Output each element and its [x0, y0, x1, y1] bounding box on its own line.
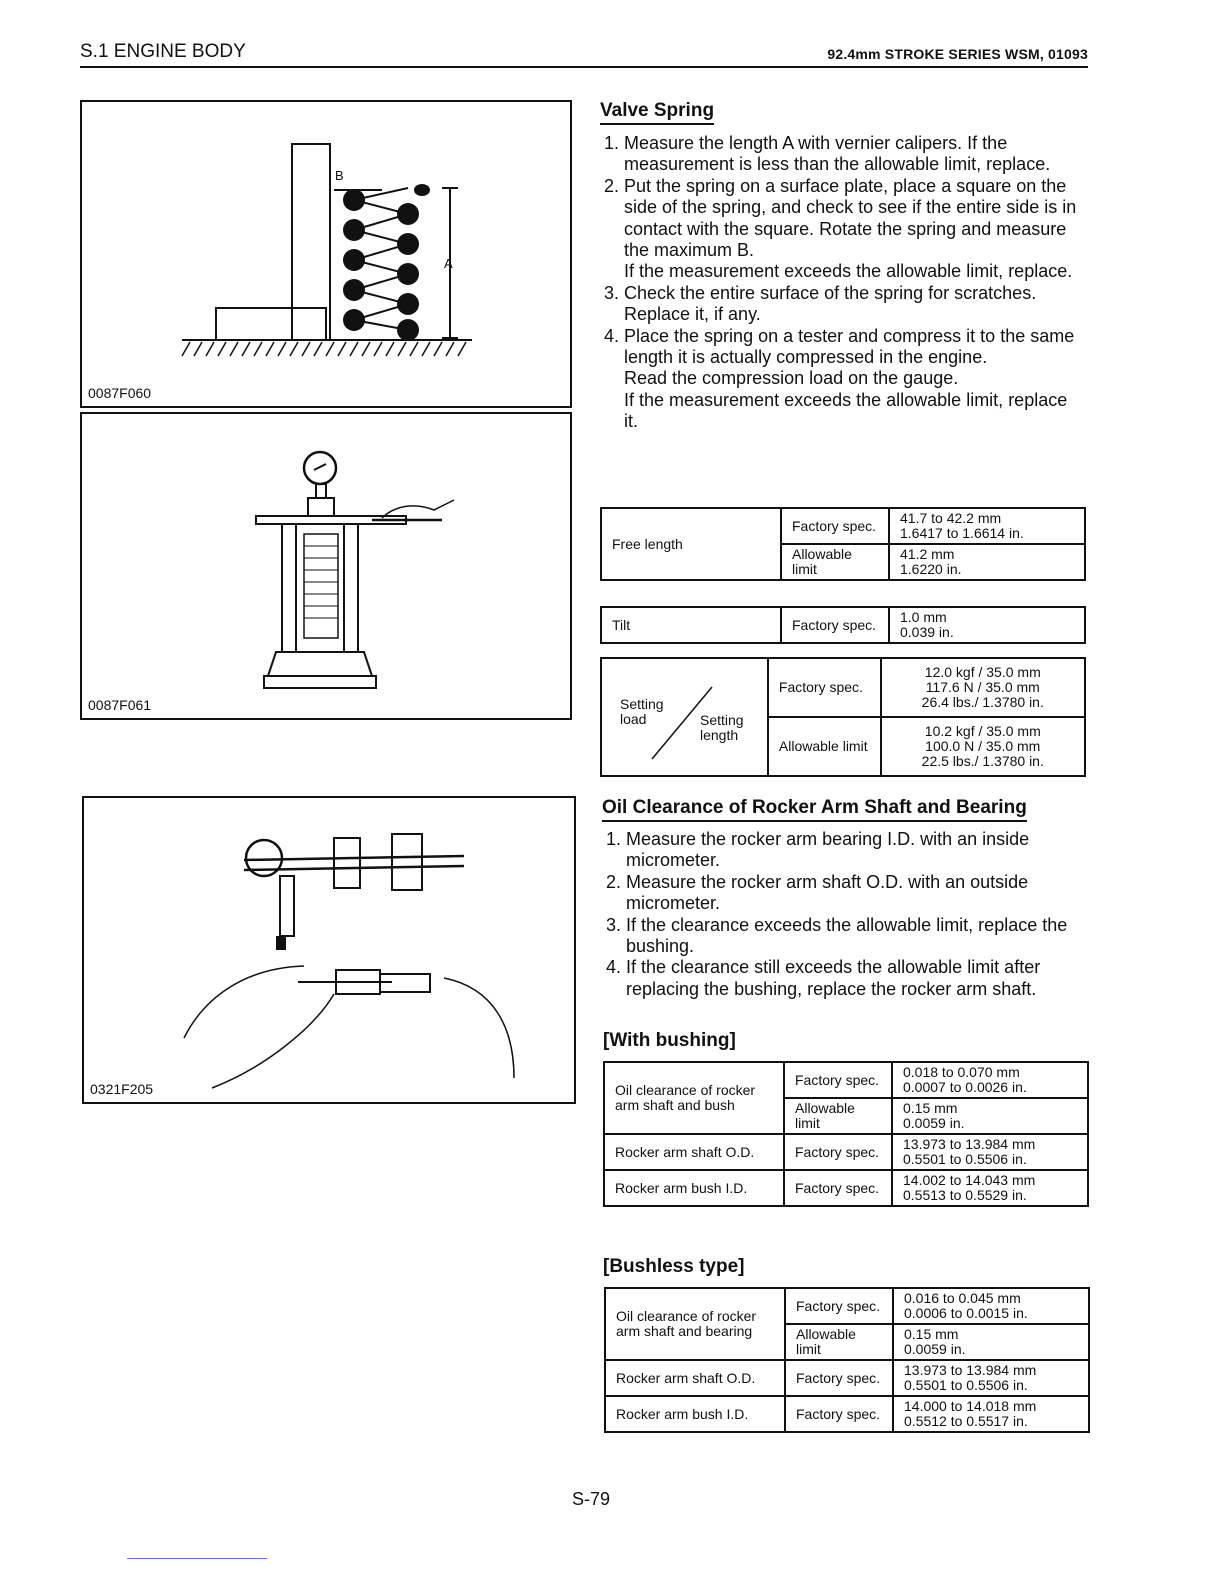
- wb-oil-factory-val: 0.018 to 0.070 mm 0.0007 to 0.0026 in.: [892, 1062, 1088, 1098]
- valve-spring-step-3: 3. Check the entire surface of the spring for scratches. Replace it, if any.: [624, 283, 1084, 326]
- page-number: S-79: [572, 1489, 611, 1509]
- bl-oil-factory-val: 0.016 to 0.045 mm 0.0006 to 0.0015 in.: [893, 1288, 1089, 1324]
- bl-shaft-cat: Factory spec.: [785, 1360, 893, 1396]
- figure-id: 0321F205: [90, 1081, 154, 1097]
- wb-oil-allow-cat: Allowable limit: [784, 1098, 892, 1134]
- figure-spring-tester: [80, 412, 572, 720]
- free-length-factory-val: 41.7 to 42.2 mm 1.6417 to 1.6614 in.: [889, 508, 1085, 544]
- valve-spring-step-1: 1. Measure the length A with vernier calipers. If the measurement is less than the allowable limit, replace.: [624, 133, 1084, 176]
- bl-oil-factory-cat: Factory spec.: [785, 1288, 893, 1324]
- rocker-title: Oil Clearance of Rocker Arm Shaft and Bearing: [602, 797, 1027, 822]
- bushless-title: [Bushless type]: [603, 1256, 745, 1277]
- wb-shaft-cat: Factory spec.: [784, 1134, 892, 1170]
- rocker-step-1: 1. Measure the rocker arm bearing I.D. with an inside micrometer.: [626, 829, 1084, 872]
- figure-id: 0087F060: [88, 385, 152, 401]
- wb-oil-factory-cat: Factory spec.: [784, 1062, 892, 1098]
- bushless-table: [604, 1287, 1090, 1433]
- bl-oil-label: Oil clearance of rocker arm shaft and bearing: [605, 1288, 785, 1360]
- with-bushing-title: [With bushing]: [603, 1030, 736, 1051]
- free-length-allow-cat: Allowable limit: [781, 544, 889, 580]
- series-title: 92.4mm STROKE SERIES WSM, 01093: [827, 46, 1088, 62]
- wb-bush-label: Rocker arm bush I.D.: [604, 1170, 784, 1206]
- footer-link-line: [127, 1558, 267, 1559]
- setting-load-label: Setting load: [620, 696, 664, 727]
- setting-allow-cat: Allowable limit: [768, 717, 881, 776]
- wb-bush-cat: Factory spec.: [784, 1170, 892, 1206]
- tilt-factory-val: 1.0 mm 0.039 in.: [889, 607, 1085, 643]
- label-b: B: [335, 168, 344, 183]
- free-length-factory-cat: Factory spec.: [781, 508, 889, 544]
- tilt-table: [600, 606, 1086, 644]
- rocker-step-4: 4. If the clearance still exceeds the allowable limit after replacing the bushing, replace the rocker arm shaft.: [626, 957, 1084, 1000]
- tilt-label: Tilt: [601, 607, 781, 643]
- label-a: A: [444, 256, 453, 271]
- header-rule: [80, 66, 1088, 68]
- wb-bush-val: 14.002 to 14.043 mm 0.5513 to 0.5529 in.: [892, 1170, 1088, 1206]
- micrometer-illustration: [84, 798, 574, 1102]
- setting-label-cell: [601, 658, 768, 776]
- setting-factory-val: 12.0 kgf / 35.0 mm 117.6 N / 35.0 mm 26.4 lbs./ 1.3780 in.: [881, 658, 1085, 717]
- setting-factory-cat: Factory spec.: [768, 658, 881, 717]
- wb-oil-label: Oil clearance of rocker arm shaft and bush: [604, 1062, 784, 1134]
- valve-spring-step-2-note: If the measurement exceeds the allowable limit, replace.: [624, 261, 1073, 282]
- figure-micrometer: [82, 796, 576, 1104]
- bl-bush-cat: Factory spec.: [785, 1396, 893, 1432]
- bl-bush-val: 14.000 to 14.018 mm 0.5512 to 0.5517 in.: [893, 1396, 1089, 1432]
- valve-spring-steps: [600, 133, 1084, 433]
- figure-id: 0087F061: [88, 697, 152, 713]
- wb-oil-allow-val: 0.15 mm 0.0059 in.: [892, 1098, 1088, 1134]
- tilt-factory-cat: Factory spec.: [781, 607, 889, 643]
- free-length-label: Free length: [601, 508, 781, 580]
- rocker-step-3: 3. If the clearance exceeds the allowable limit, replace the bushing.: [626, 915, 1084, 958]
- spring-square-illustration: [82, 102, 570, 406]
- valve-spring-title: Valve Spring: [600, 100, 714, 125]
- valve-spring-step-2: 2. Put the spring on a surface plate, place a square on the side of the spring, and check to see if the entire side is in contact with the square. Rotate the spring and measure the maximum B. If the measurement exceeds the allowable limit, replace.: [624, 176, 1084, 283]
- rocker-step-2: 2. Measure the rocker arm shaft O.D. with an outside micrometer.: [626, 872, 1084, 915]
- spring-tester-illustration: [82, 414, 570, 718]
- bl-oil-allow-val: 0.15 mm 0.0059 in.: [893, 1324, 1089, 1360]
- valve-spring-step-4-note-2: If the measurement exceeds the allowable limit, replace it.: [624, 389, 1068, 432]
- valve-spring-step-4: 4. Place the spring on a tester and compress it to the same length it is actually compressed in the engine. Read the compression load on the gauge. If the measurement exceeds the allowable limit, replace it.: [624, 326, 1084, 433]
- setting-length-label: Setting length: [700, 712, 744, 743]
- bl-shaft-label: Rocker arm shaft O.D.: [605, 1360, 785, 1396]
- section-title: S.1 ENGINE BODY: [80, 41, 246, 62]
- setting-load-table: [600, 657, 1086, 777]
- free-length-table: [600, 507, 1086, 581]
- setting-allow-val: 10.2 kgf / 35.0 mm 100.0 N / 35.0 mm 22.5 lbs./ 1.3780 in.: [881, 717, 1085, 776]
- bl-shaft-val: 13.973 to 13.984 mm 0.5501 to 0.5506 in.: [893, 1360, 1089, 1396]
- wb-shaft-label: Rocker arm shaft O.D.: [604, 1134, 784, 1170]
- free-length-allow-val: 41.2 mm 1.6220 in.: [889, 544, 1085, 580]
- figure-valve-spring-square: [80, 100, 572, 408]
- bl-bush-label: Rocker arm bush I.D.: [605, 1396, 785, 1432]
- with-bushing-table: [603, 1061, 1089, 1207]
- wb-shaft-val: 13.973 to 13.984 mm 0.5501 to 0.5506 in.: [892, 1134, 1088, 1170]
- bl-oil-allow-cat: Allowable limit: [785, 1324, 893, 1360]
- valve-spring-step-4-note-1: Read the compression load on the gauge.: [624, 368, 959, 389]
- rocker-steps: [602, 829, 1084, 1000]
